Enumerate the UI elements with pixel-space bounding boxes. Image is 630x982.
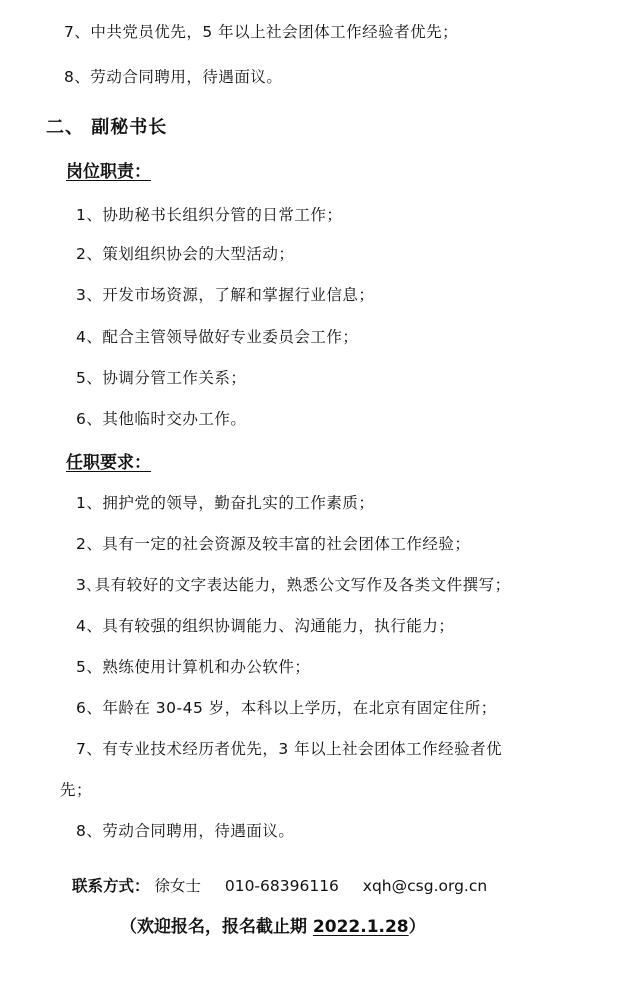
requirement-item-continuation: 先； bbox=[60, 781, 93, 799]
requirement-item: 2、具有一定的社会资源及较丰富的社会团体工作经验； bbox=[76, 535, 471, 553]
duty-item: 4、配合主管领导做好专业委员会工作； bbox=[76, 328, 359, 346]
requirement-item: 8、劳动合同聘用，待遇面议。 bbox=[76, 822, 295, 840]
deadline-prefix: （欢迎报名，报名截止期 bbox=[120, 917, 313, 937]
requirement-item: 4、具有较强的组织协调能力、沟通能力，执行能力； bbox=[76, 617, 455, 635]
requirement-item: 3､具有较好的文字表达能力，熟悉公文写作及各类文件撰写； bbox=[76, 576, 511, 594]
contact-label: 联系方式： bbox=[72, 877, 150, 895]
requirement-item: 7、有专业技术经历者优先，3 年以上社会团体工作经验者优 bbox=[76, 740, 503, 758]
duty-item: 1、协助秘书长组织分管的日常工作； bbox=[76, 206, 343, 224]
list-item: 7、中共党员优先，5 年以上社会团体工作经验者优先； bbox=[64, 23, 459, 41]
contact-line bbox=[72, 876, 487, 896]
deadline-suffix: ） bbox=[408, 917, 426, 937]
requirement-item: 1、拥护党的领导，勤奋扎实的工作素质； bbox=[76, 494, 375, 512]
contact-phone: 010-68396116 bbox=[224, 877, 339, 895]
duty-item: 2、策划组织协会的大型活动； bbox=[76, 245, 295, 263]
section-title: 二、 副秘书长 bbox=[46, 117, 168, 138]
requirement-item: 6、年龄在 30-45 岁，本科以上学历，在北京有固定住所； bbox=[76, 699, 497, 717]
requirement-item: 5、熟练使用计算机和办公软件； bbox=[76, 658, 311, 676]
deadline-notice bbox=[120, 916, 426, 938]
list-item: 8、劳动合同聘用，待遇面议。 bbox=[64, 68, 283, 86]
duty-item: 5、协调分管工作关系； bbox=[76, 369, 247, 387]
contact-name: 徐女士 bbox=[154, 877, 201, 895]
duties-heading: 岗位职责： bbox=[66, 162, 151, 182]
duty-item: 6、其他临时交办工作。 bbox=[76, 410, 247, 428]
duty-item: 3、开发市场资源，了解和掌握行业信息； bbox=[76, 286, 375, 304]
deadline-date: 2022.1.28 bbox=[312, 917, 409, 937]
contact-email: xqh@csg.org.cn bbox=[362, 877, 488, 895]
requirements-heading: 任职要求： bbox=[66, 453, 151, 473]
